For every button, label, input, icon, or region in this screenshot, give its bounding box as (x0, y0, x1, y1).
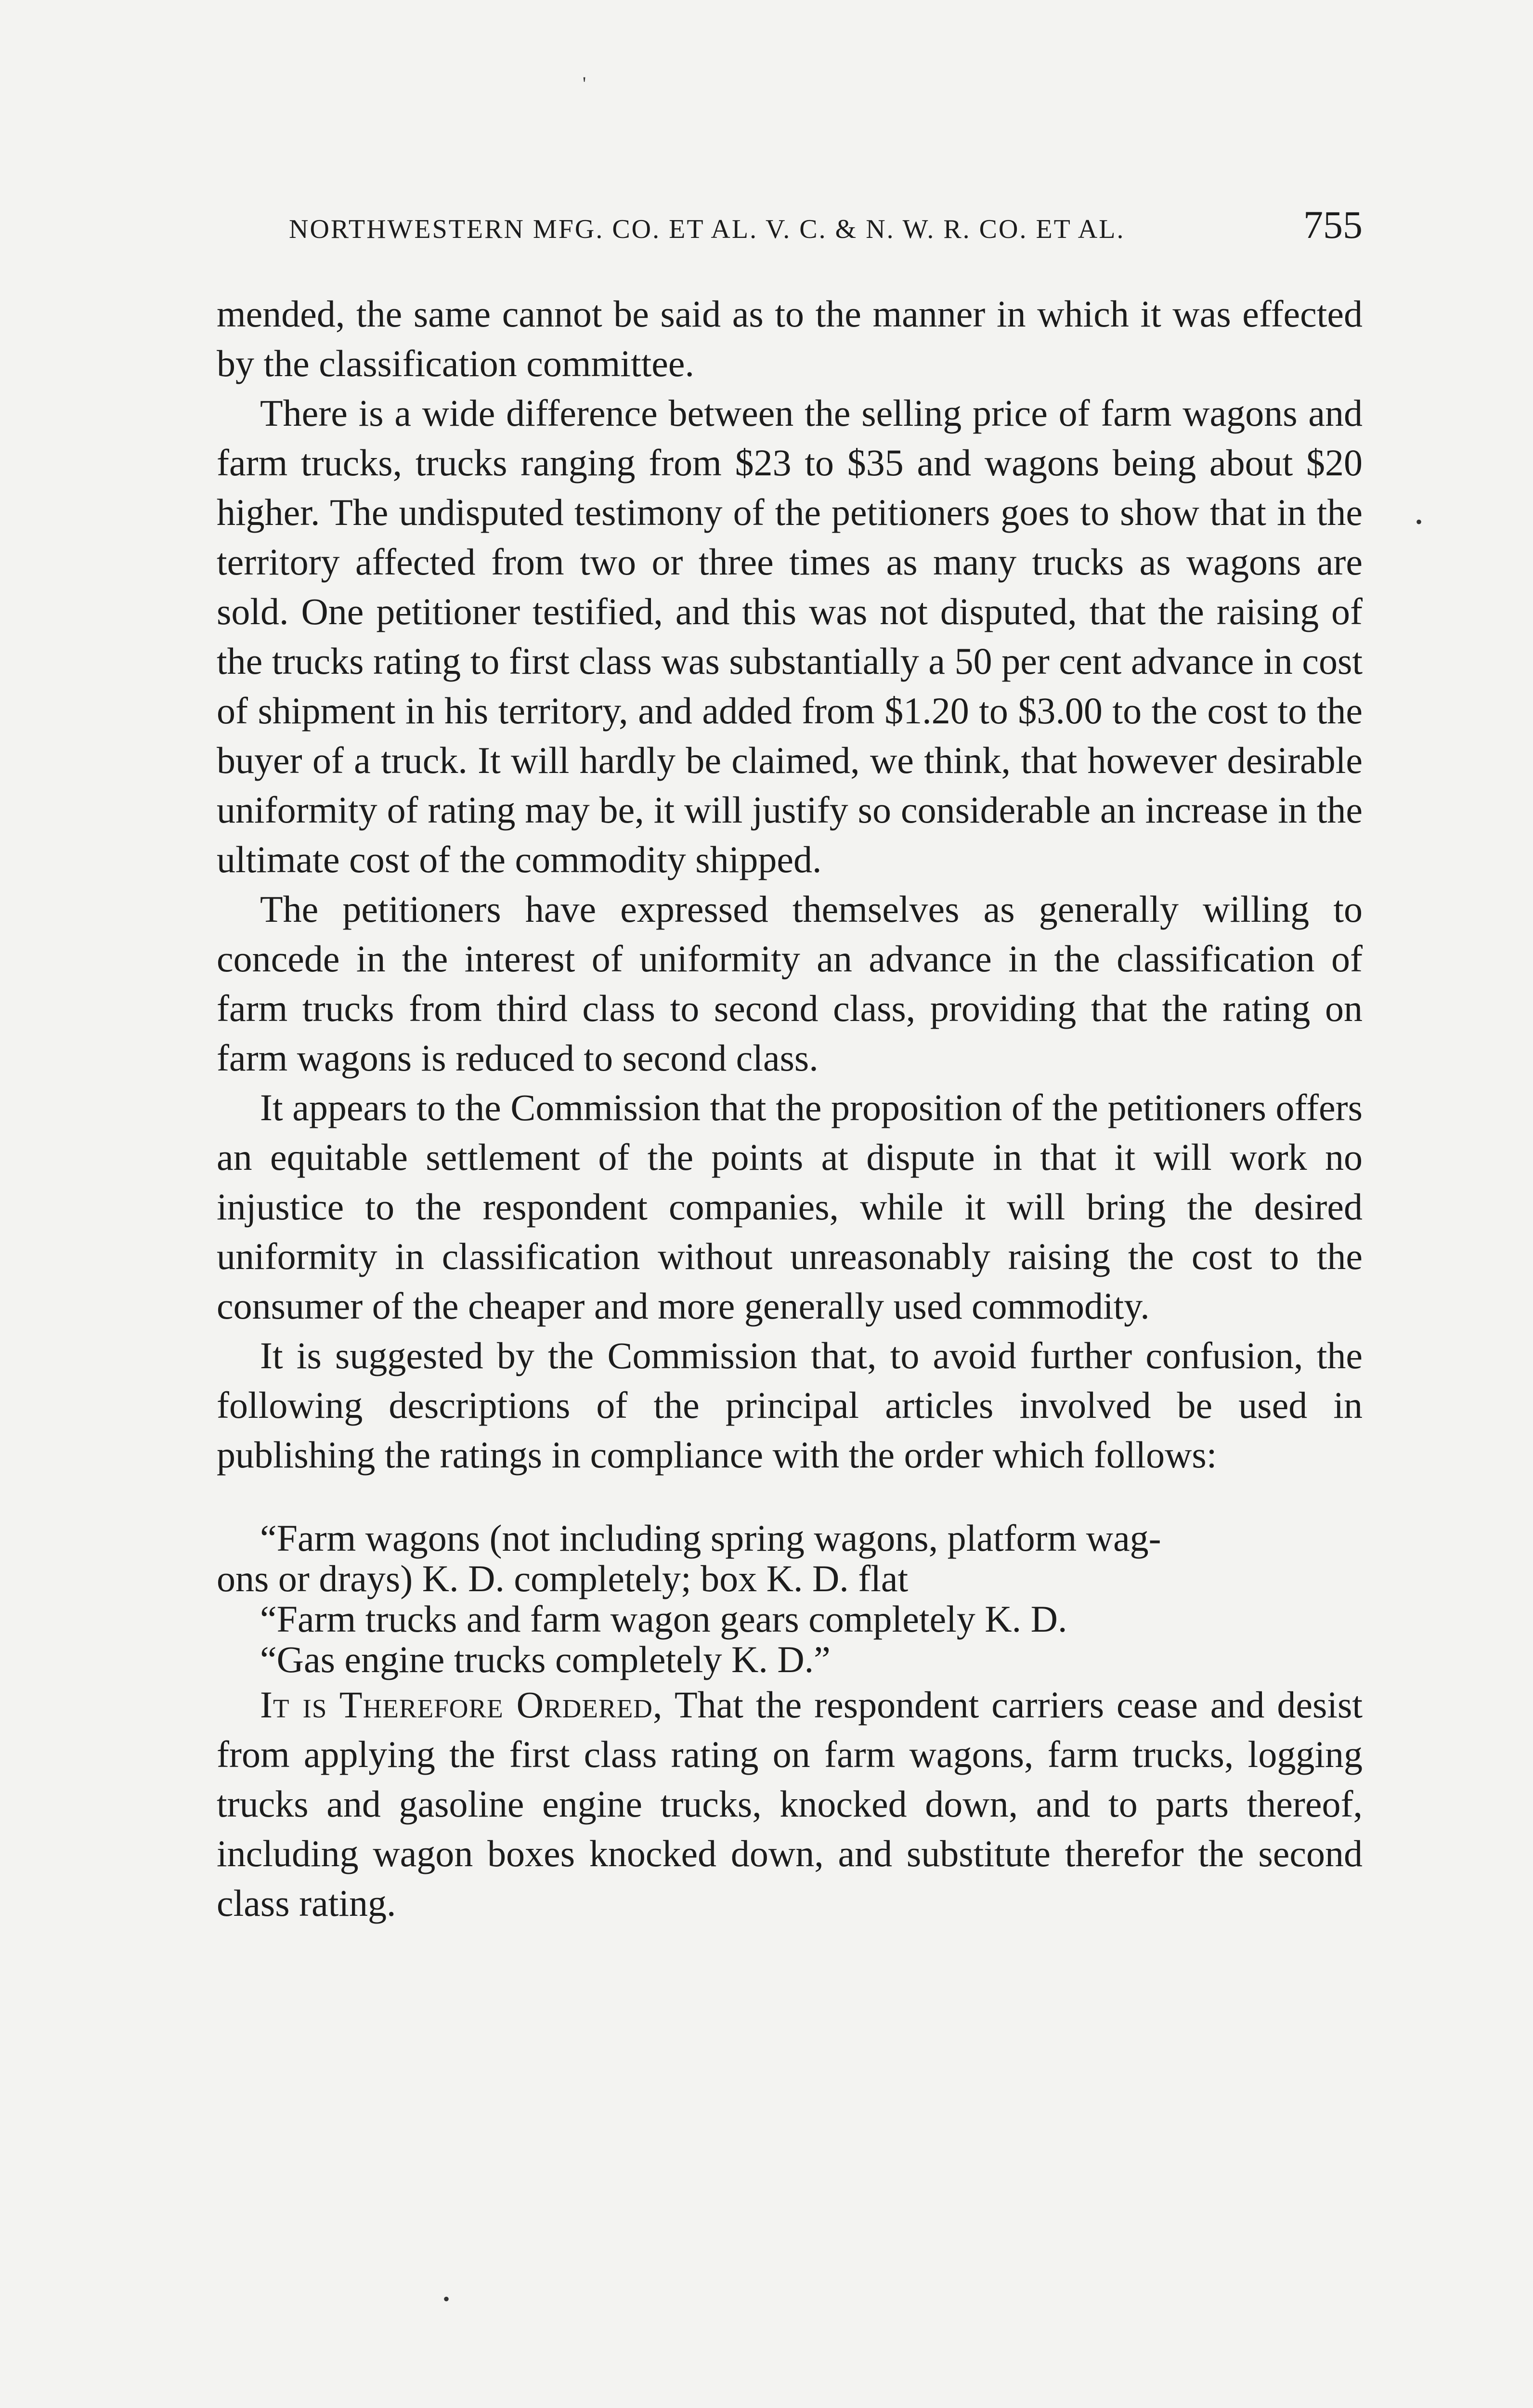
quote-line-2: ons or drays) K. D. completely; box K. D. flat (217, 1557, 909, 1599)
body-text (217, 289, 1363, 1928)
quote-line-3: “Farm trucks and farm wagon gears completely K. D. (260, 1598, 1067, 1640)
quote-line-4: “Gas engine trucks completely K. D.” (260, 1638, 831, 1680)
paragraph-5: It is suggested by the Commission that, to avoid further confusion, the following descriptions of the principal articles involved be used in publishing the ratings in compliance with the order which follows: (217, 1335, 1363, 1476)
running-header (289, 202, 1363, 255)
paragraph-3: The petitioners have expressed themselves as generally willing to concede in the interest of uniformity an advance in the classification of farm trucks from third class to second class, providing that the rating on farm wagons is reduced to second class. (217, 888, 1363, 1079)
quoted-descriptions (217, 1518, 1363, 1680)
scan-speck-icon: • (1416, 511, 1423, 533)
quote-line-1: “Farm wagons (not including spring wagons, platform wag- (260, 1517, 1161, 1559)
page-number: 755 (1303, 203, 1363, 247)
running-header-title: NORTHWESTERN MFG. CO. ET AL. V. C. & N. W. R. CO. ET AL. (289, 214, 1125, 244)
paragraph-2: There is a wide difference between the selling price of farm wagons and farm trucks, trucks ranging from $23 to $35 and wagons being about $20 higher. The undisputed testimony of the petitioners goes to show that in the territory affected from two or three times as many trucks as wagons are sold. One petitioner testified, and this was not disputed, that the raising of the trucks rating to first class was substantially a 50 per cent advance in cost of shipment in his territory, and added from $1.20 to $3.00 to the cost to the buyer of a truck. It will hardly be claimed, we think, that however desirable uniformity of rating may be, it will justify so considerable an increase in the ultimate cost of the commodity shipped. (217, 392, 1363, 880)
scan-speck-icon: • (443, 2288, 450, 2310)
paragraph-4: It appears to the Commission that the proposition of the petitioners offers an equitable settlement of the points at dispute in that it will work no injustice to the respondent companies, while it will bring the desired uniformity in classification without unreasonably raising the cost to the consumer of the cheaper and more generally used commodity. (217, 1086, 1363, 1327)
order-paragraph (217, 1680, 1363, 1928)
paragraph-1: mended, the same cannot be said as to the manner in which it was effected by the classification committee. (217, 293, 1363, 384)
order-text: That the respondent carriers cease and desist from applying the first class rating on farm wagons, farm trucks, logging trucks and gasoline engine trucks, knocked down, and to parts thereof, including wagon boxes knocked down, and substitute therefor the second class rating. (217, 1684, 1363, 1924)
order-lead: It is Therefore Ordered, (260, 1684, 663, 1726)
scan-speck-icon: ' (583, 73, 586, 94)
